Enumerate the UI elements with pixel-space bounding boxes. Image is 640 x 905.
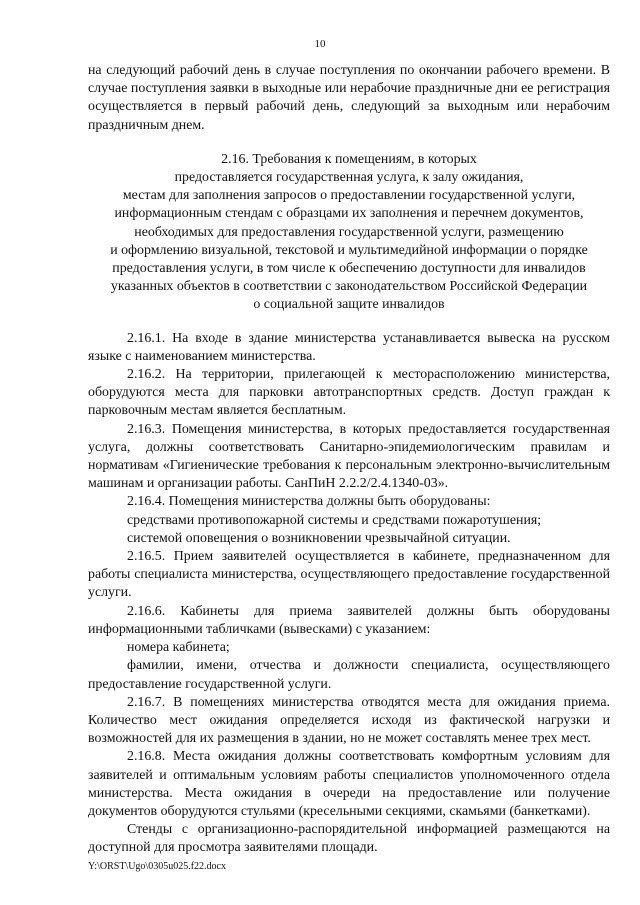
list-item: фамилии, имени, отчества и должности специалиста, осуществляющего предоставление государственной услуги. [88,658,610,692]
paragraph-2-16-4: 2.16.4. Помещения министерства должны быть оборудованы: [127,494,491,510]
paragraph-2-16-2: 2.16.2. На территории, прилегающей к месторасположению министерства, оборудуются места для парковки автотранспортных средств. Доступ граждан к парковочным местам является бесплатным. [88,367,610,419]
document-body [88,62,610,858]
heading-line: информационным стендам с образцами их заполнения и перечнем документов, [114,206,584,222]
intro-paragraph: на следующий рабочий день в случае поступления по окончании рабочего времени. В случае поступления заявки в выходные или нерабочие праздничные дни ее регистрация осуществляется в первый рабочий день, следующий за выходным или нерабочим праздничным днем. [88,63,610,133]
paragraph-stands: Стенды с организационно-распорядительной информацией размещаются на доступной для просмотра заявителями площади. [88,822,610,856]
heading-line: указанных объектов в соответствии с законодательством Российской Федерации [110,279,588,295]
list-item: средствами противопожарной системы и средствами пожаротушения; [127,512,542,528]
page-number: 10 [314,38,326,50]
paragraph-2-16-8: 2.16.8. Места ожидания должны соответствовать комфортным условиям для заявителей и оптимальным условиям работы специалистов уполномоченного отдела министерства. Места ожидания в очереди на предоставление или получение документов оборудуются стульями (кресельными секциями, скамьями (банкетками). [88,749,610,819]
paragraph-2-16-1: 2.16.1. На входе в здание министерства устанавливается вывеска на русском языке с наименованием министерства. [88,330,610,364]
heading-line: и оформлению визуальной, текстовой и мультимедийной информации о порядке [110,242,588,258]
paragraph-2-16-5: 2.16.5. Прием заявителей осуществляется в кабинете, предназначенном для работы специалиста министерства, осуществляющего предоставление государственной услуги. [88,549,610,601]
paragraph-2-16-7: 2.16.7. В помещениях министерства отводятся места для ожидания приема. Количество мест ожидания определяется исходя из фактической нагрузки и возможностей для их размещения в здании, но не может составлять менее трех мест. [88,694,610,747]
heading-line: местам для заполнения запросов о предоставлении государственной услуги, [122,188,576,204]
heading-line: о социальной защите инвалидов [253,297,445,313]
heading-line: 2.16. Требования к помещениям, в которых [221,151,477,167]
section-heading [88,151,610,315]
list-item: системой оповещения о возникновении чрезвычайной ситуации. [127,530,511,546]
list-item: номера кабинета; [127,640,230,656]
heading-line: предоставляется государственная услуга, к залу ожидания, [174,170,524,186]
file-path-footer: Y:\ORST\Ugo\0305u025.f22.docx [88,861,226,872]
heading-line: предоставления услуги, в том числе к обеспечению доступности для инвалидов [112,261,586,277]
paragraph-2-16-6: 2.16.6. Кабинеты для приема заявителей должны быть оборудованы информационными табличками (вывесками) с указанием: [88,603,610,637]
paragraph-2-16-3: 2.16.3. Помещения министерства, в которых предоставляется государственная услуга, должны соответствовать Санитарно-эпидемиологическим правилам и нормативам «Гигиенические требования к персональным электронно-вычислительным машинам и организации работы. СанПиН 2.2.2/2.4.1340-03». [88,421,610,492]
heading-line: необходимых для предоставления государственной услуги, размещению [134,224,564,240]
